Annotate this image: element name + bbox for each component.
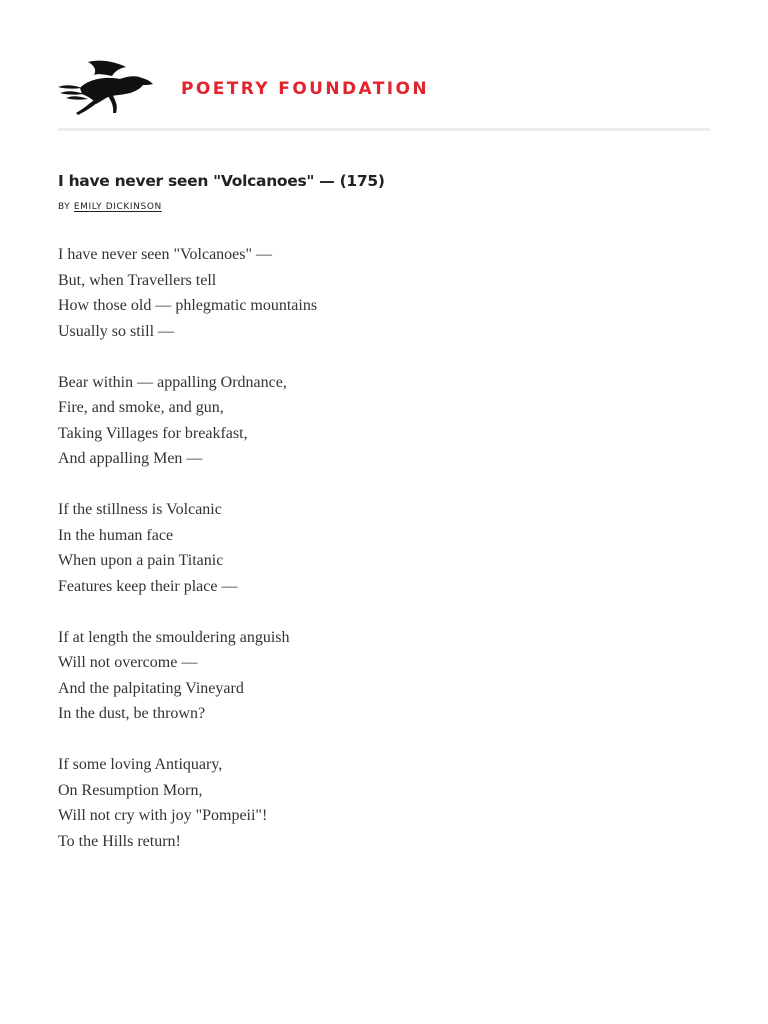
site-header	[58, 58, 710, 118]
poem-line: When upon a pain Titanic	[58, 552, 224, 569]
poem-line: If some loving Antiquary,	[58, 756, 223, 773]
stanza	[58, 242, 658, 344]
byline	[58, 202, 162, 212]
stanza	[58, 497, 658, 599]
poem-line: On Resumption Morn,	[58, 781, 203, 799]
stanza	[58, 752, 658, 854]
poem-line: Taking Villages for breakfast,	[58, 424, 248, 442]
poem-line: In the dust, be thrown?	[58, 705, 206, 722]
poem-line: Bear within — appalling Ordnance,	[58, 373, 287, 391]
brand-wordmark[interactable]: POETRY FOUNDATION	[181, 79, 429, 99]
poem-body	[58, 242, 658, 880]
poem-line: In the human face	[58, 526, 174, 544]
author-link[interactable]: EMILY DICKINSON	[73, 202, 162, 212]
poem-line: Will not overcome —	[58, 654, 198, 671]
poem-line: If at length the smouldering anguish	[58, 628, 290, 646]
poem-line: How those old — phlegmatic mountains	[58, 297, 318, 314]
poem-line: If the stillness is Volcanic	[58, 501, 222, 518]
poem-line: And the palpitating Vineyard	[58, 679, 244, 697]
stanza	[58, 370, 658, 472]
stanza	[58, 625, 658, 727]
poem-line: Usually so still —	[58, 322, 175, 340]
poem-line: But, when Travellers tell	[58, 271, 217, 289]
poem-line: Features keep their place —	[58, 577, 238, 595]
poem-title: I have never seen "Volcanoes" — (175)	[58, 172, 385, 190]
poem-line: I have never seen "Volcanoes" —	[58, 246, 273, 263]
pegasus-icon[interactable]	[58, 58, 154, 118]
poem-line: Will not cry with joy "Pompeii"!	[58, 807, 268, 824]
poem-line: Fire, and smoke, and gun,	[58, 399, 224, 416]
poem-line: To the Hills return!	[58, 832, 181, 850]
poem-line: And appalling Men —	[58, 450, 203, 467]
header-divider	[58, 128, 710, 131]
byline-prefix: BY	[58, 202, 71, 212]
